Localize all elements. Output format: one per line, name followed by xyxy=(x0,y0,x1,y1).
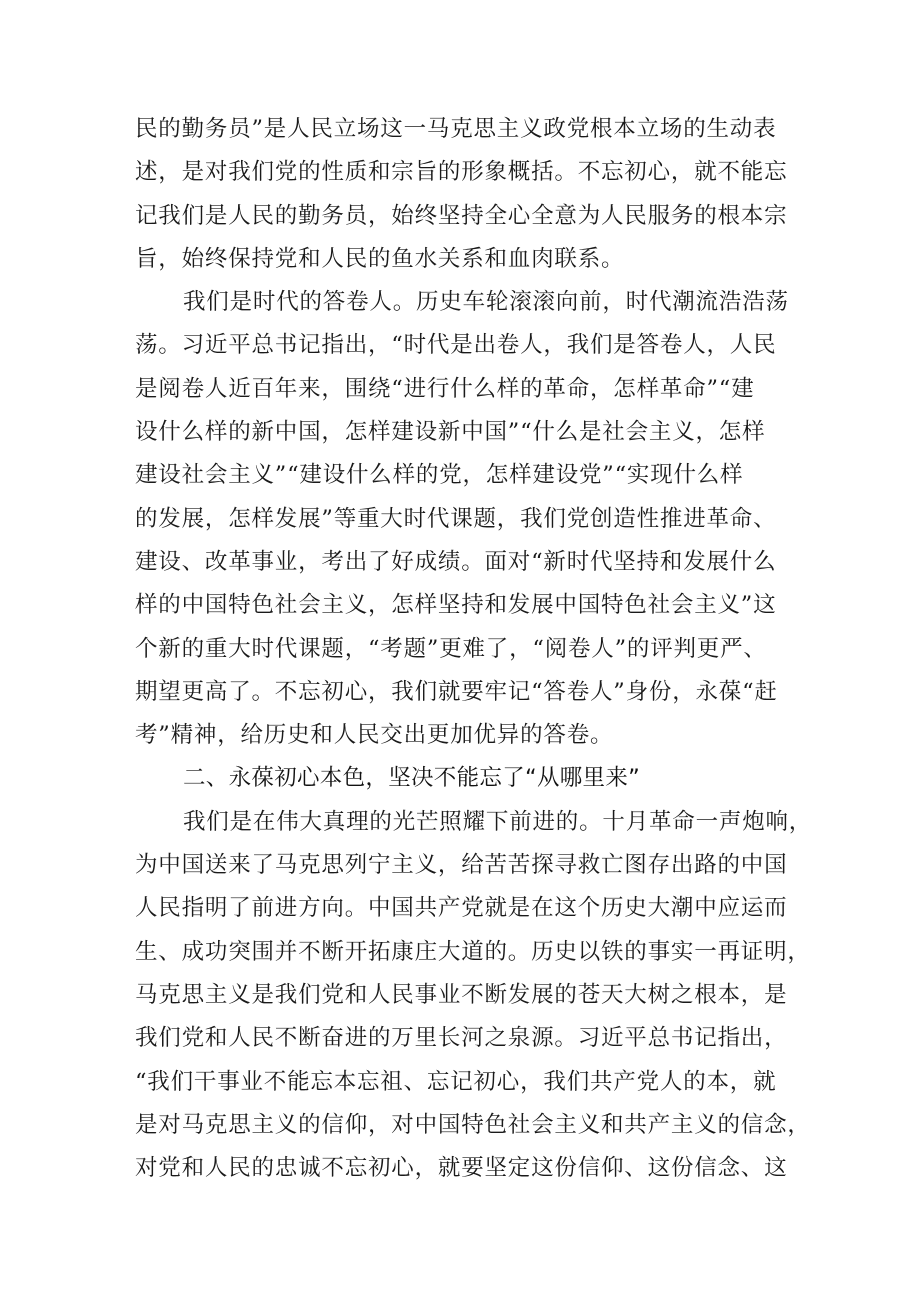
text-line: 为中国送来了马克思列宁主义，给苦苦探寻救亡图存出路的中国 xyxy=(135,852,788,879)
text-line: 建设、改革事业，考出了好成绩。面对“新时代坚持和发展什么 xyxy=(135,548,777,575)
text-line: 旨，始终保持党和人民的鱼水关系和血肉联系。 xyxy=(135,245,625,272)
body-text xyxy=(135,108,813,1190)
text-line: 的发展，怎样发展”等重大时代课题，我们党创造性推进革命、 xyxy=(135,505,777,532)
text-line: 生、成功突围并不断开拓康庄大道的。历史以铁的事实一再证明， xyxy=(135,938,811,965)
paragraph-start-line: 我们是在伟大真理的光芒照耀下前进的。十月革命一声炮响， xyxy=(183,808,813,835)
text-line: 建设社会主义”“建设什么样的党，怎样建设党”“实现什么样 xyxy=(135,462,744,489)
text-line: 记我们是人民的勤务员，始终坚持全心全意为人民服务的根本宗 xyxy=(135,202,788,229)
text-line: 是对马克思主义的信仰，对中国特色社会主义和共产主义的信念， xyxy=(135,1111,811,1138)
text-line: 我们党和人民不断奋进的万里长河之泉源。习近平总书记指出， xyxy=(135,1025,788,1052)
text-line: 设什么样的新中国，怎样建设新中国”“什么是社会主义，怎样 xyxy=(135,419,766,446)
text-line: 对党和人民的忠诚不忘初心，就要坚定这份信仰、这份信念、这 xyxy=(135,1155,788,1182)
text-line: 期望更高了。不忘初心，我们就要牢记“答卷人”身份，永葆“赶 xyxy=(135,678,778,705)
text-line: 述，是对我们党的性质和宗旨的形象概括。不忘初心，就不能忘 xyxy=(135,159,788,186)
text-line: “我们干事业不能忘本忘祖、忘记初心，我们共产党人的本，就 xyxy=(135,1068,777,1095)
text-line: 人民指明了前进方向。中国共产党就是在这个历史大潮中应运而 xyxy=(135,895,788,922)
text-line: 民的勤务员”是人民立场这一马克思主义政党根本立场的生动表 xyxy=(135,116,777,142)
text-line: 是阅卷人近百年来，围绕“进行什么样的革命，怎样革命”“建 xyxy=(135,375,755,402)
section-heading: 二、永葆初心本色，坚决不能忘了“从哪里来” xyxy=(183,765,641,792)
text-line: 考”精神，给历史和人民交出更加优异的答卷。 xyxy=(135,722,614,749)
text-line: 马克思主义是我们党和人民事业不断发展的苍天大树之根本，是 xyxy=(135,981,788,1008)
text-line: 样的中国特色社会主义，怎样坚持和发展中国特色社会主义”这 xyxy=(135,592,777,619)
text-line: 个新的重大时代课题，“考题”更难了，“阅卷人”的评判更严、 xyxy=(135,635,767,662)
paragraph-start-line: 我们是时代的答卷人。历史车轮滚滚向前，时代潮流浩浩荡 xyxy=(183,289,789,316)
text-line: 荡。习近平总书记指出，“时代是出卷人，我们是答卷人，人民 xyxy=(135,332,777,359)
